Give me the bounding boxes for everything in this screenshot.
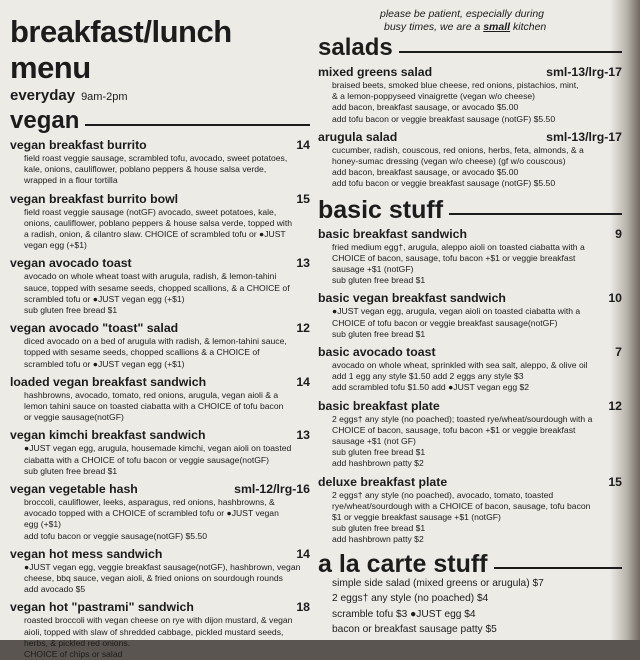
- description-line: rye/wheat/sourdough with a CHOICE of bacon, sausage, tofu bacon: [332, 500, 591, 511]
- alacarte-item: bacon or breakfast sausage patty $5: [332, 624, 497, 636]
- item-header: [318, 345, 622, 360]
- description-line: CHOICE of bacon, sausage, tofu bacon +$1 or veggie breakfast: [332, 424, 576, 435]
- item-name: basic avocado toast: [318, 345, 436, 360]
- item-name: mixed greens salad: [318, 65, 433, 79]
- item-header: [10, 321, 310, 336]
- description-line: add bacon, breakfast sausage, or avocado $5.00: [332, 167, 519, 178]
- salads-items: [318, 65, 622, 190]
- description-line: vegan egg (+$1): [24, 240, 87, 251]
- description-line: or veggie sausage(notGF): [24, 412, 124, 423]
- menu-item: [318, 475, 622, 546]
- item-name: basic vegan breakfast sandwich: [318, 291, 506, 306]
- item-header: [10, 256, 310, 271]
- item-price: 12: [296, 321, 310, 336]
- description-line: braised beets, smoked blue cheese, red onions, pistachios, mint,: [332, 80, 579, 90]
- item-name: loaded vegan breakfast sandwich: [10, 374, 207, 389]
- divider: [494, 567, 622, 569]
- alacarte-item: 2 eggs† any style (no poached) $4: [332, 593, 489, 605]
- item-name: vegan hot mess sandwich: [10, 546, 163, 561]
- menu-title: breakfast/lunch menu: [10, 14, 232, 85]
- item-price: sml-13/lrg-17: [546, 129, 622, 144]
- description-line: avocado on whole wheat toast with arugula, radish, & lemon-tahini: [24, 271, 277, 282]
- description-line: ●JUST vegan egg, veggie breakfast sausage(notGF), hashbrown, vegan: [24, 561, 301, 572]
- description-line: wrapped in a flour tortilla: [24, 175, 118, 186]
- item-description: [10, 497, 310, 542]
- item-header: [10, 138, 310, 153]
- hours: [10, 86, 310, 107]
- basic-heading: basic stuff: [318, 195, 444, 224]
- description-line: scrambled tofu or ●JUST vegan egg (+$1): [24, 358, 185, 369]
- item-price: 14: [296, 374, 310, 389]
- item-header: [10, 600, 310, 615]
- menu-item: [10, 375, 310, 424]
- note-line-1: please be patient, especially during: [380, 8, 545, 20]
- description-line: add scrambled tofu $1.50 add ●JUST vegan egg $2: [332, 382, 530, 393]
- menu-item: [318, 291, 622, 340]
- alacarte-items: [318, 576, 622, 638]
- description-line: add hashbrown patty $2: [332, 458, 424, 469]
- description-line: sausage +$1 (notGF): [332, 264, 414, 275]
- item-description: [318, 414, 622, 470]
- description-line: sub gluten free bread $1: [24, 305, 118, 316]
- menu-item: [10, 482, 310, 542]
- description-line: add bacon, breakfast sausage, or avocado $5.00: [332, 102, 519, 113]
- description-line: cucumber, radish, couscous, red onions, herbs, feta, almonds, & a: [332, 144, 584, 155]
- right-column: [318, 8, 622, 638]
- item-header: [318, 227, 622, 242]
- description-line: kale, onions, cauliflower, poblano peppers & house salsa verde,: [24, 164, 267, 175]
- menu-item: [10, 600, 310, 660]
- menu-item: [10, 428, 310, 477]
- description-line: sub gluten free bread $1: [332, 275, 426, 286]
- item-name: vegan hot "pastrami" sandwich: [10, 600, 194, 615]
- description-line: broccoli, cauliflower, leeks, asparagus, red onions, hashbrowns, &: [24, 497, 275, 508]
- item-description: [318, 490, 622, 546]
- item-header: [318, 291, 622, 306]
- note-text-end: kitchen: [513, 21, 547, 33]
- basic-section-header: [318, 195, 622, 224]
- description-line: lemon tahini sauce on toasted ciabatta with a CHOICE of tofu bacon: [24, 401, 284, 412]
- item-header: [10, 192, 310, 207]
- item-price: 13: [296, 428, 310, 443]
- divider: [449, 213, 622, 215]
- salads-section-header: [318, 36, 622, 60]
- description-line: sausage +$1 (not GF): [332, 436, 416, 447]
- item-description: [10, 336, 310, 370]
- menu-item: [318, 227, 622, 287]
- description-line: fried medium egg†, arugula, aleppo aioli on toasted ciabatta with a: [332, 241, 585, 252]
- description-line: honey-sumac dressing (vegan w/o cheese) (gf w/o couscous): [332, 156, 566, 167]
- item-header: [10, 547, 310, 562]
- item-name: vegan avocado toast: [10, 256, 132, 271]
- description-line: egg (+$1): [24, 519, 62, 530]
- description-line: sub gluten free bread $1: [332, 523, 426, 534]
- item-price: 10: [608, 291, 622, 306]
- description-line: CHOICE of chips or salad: [24, 649, 123, 660]
- description-line: field roast veggie sausage, scrambled tofu, avocado, sweet potatoes,: [24, 153, 288, 163]
- description-line: add tofu bacon or veggie breakfast sausage (notGF) $5.50: [332, 113, 556, 124]
- divider: [399, 51, 622, 53]
- item-description: [10, 207, 310, 252]
- item-header: [10, 375, 310, 390]
- item-price: sml-12/lrg-16: [234, 482, 310, 497]
- description-line: a radish, onion, & cilantro slaw. CHOICE of scrambled tofu or ●JUST: [24, 229, 286, 240]
- menu-item: [10, 192, 310, 252]
- item-description: [318, 242, 622, 287]
- item-price: 15: [608, 474, 622, 489]
- item-description: [10, 390, 310, 424]
- item-name: basic breakfast plate: [318, 398, 440, 413]
- alacarte-section-header: [318, 549, 622, 578]
- menu-item: [10, 256, 310, 316]
- description-line: add hashbrown patty $2: [332, 534, 424, 545]
- description-line: 2 eggs† any style (no poached), avocado, tomato, toasted: [332, 489, 554, 500]
- description-line: $1 or veggie breakfast sausage +$1 (notGF): [332, 512, 501, 523]
- description-line: sauce, topped with sesame seeds, chopped scallions, & a CHOICE of: [24, 282, 290, 293]
- item-description: [318, 360, 622, 394]
- item-price: sml-13/lrg-17: [546, 65, 622, 79]
- item-description: [10, 443, 310, 477]
- item-name: vegan kimchi breakfast sandwich: [10, 428, 206, 443]
- note-line-2: [380, 21, 622, 34]
- item-header: [318, 130, 622, 145]
- item-description: [10, 271, 310, 316]
- patience-note: [318, 8, 622, 34]
- vegan-items: [10, 138, 310, 660]
- menu-item: [10, 547, 310, 596]
- item-header: [10, 482, 310, 497]
- description-line: sub gluten free bread $1: [332, 447, 426, 458]
- menu-item: [318, 130, 622, 190]
- description-line: add 1 egg any style $1.50 add 2 eggs any style $3: [332, 371, 524, 382]
- description-line: roasted broccoli with vegan cheese on rye with dijon mustard, & vegan: [24, 615, 293, 626]
- menu-item: [318, 345, 622, 394]
- item-name: vegan avocado "toast" salad: [10, 321, 179, 336]
- item-description: [10, 562, 310, 596]
- description-line: ciabatta with a CHOICE of tofu bacon or veggie sausage(notGF): [24, 454, 270, 465]
- menu-item: [10, 138, 310, 187]
- description-line: cheese, bbq sauce, vegan aioli, & fried onions on sourdough rounds: [24, 573, 283, 584]
- note-emphasis: small: [483, 21, 511, 33]
- description-line: 2 eggs† any style (no poached); toasted rye/wheat/sourdough with a: [332, 413, 593, 424]
- menu-item: [10, 321, 310, 370]
- description-line: scrambled tofu or ●JUST vegan egg (+$1): [24, 293, 185, 304]
- item-description: [10, 153, 310, 187]
- description-line: add avocado $5: [24, 584, 86, 595]
- alacarte-heading: a la carte stuff: [318, 549, 488, 578]
- description-line: add tofu bacon or veggie breakfast sausage (notGF) $5.50: [332, 178, 556, 189]
- alacarte-item: scramble tofu $3 ●JUST egg $4: [332, 608, 476, 620]
- item-price: 18: [296, 600, 310, 615]
- hours-label: everyday: [10, 87, 76, 104]
- item-header: [10, 428, 310, 443]
- item-price: 13: [296, 256, 310, 271]
- description-line: ●JUST vegan egg, arugula, vegan aioli on toasted ciabatta with a: [332, 306, 581, 317]
- item-price: 14: [296, 546, 310, 561]
- item-price: 12: [608, 398, 622, 413]
- menu-item: [318, 65, 622, 125]
- description-line: onions, cauliflower, poblano peppers & house salsa verde, topped with: [24, 217, 293, 228]
- left-column: [10, 14, 310, 660]
- salads-heading: salads: [318, 34, 393, 61]
- description-line: topped with sesame seeds, chopped scallions & a CHOICE of: [24, 347, 260, 358]
- item-name: vegan vegetable hash: [10, 482, 138, 497]
- item-name: vegan breakfast burrito: [10, 138, 147, 152]
- alacarte-item: simple side salad (mixed greens or arugula) $7: [332, 577, 544, 589]
- item-header: [318, 65, 622, 80]
- description-line: sub gluten free bread $1: [24, 465, 118, 476]
- description-line: add tofu bacon or veggie sausage(notGF) $5.50: [24, 530, 207, 541]
- hours-time: 9am-2pm: [81, 91, 128, 103]
- vegan-section-header: [10, 109, 310, 133]
- description-line: avocado on whole wheat, sprinkled with sea salt, aleppo, & olive oil: [332, 360, 588, 371]
- item-description: [318, 80, 622, 125]
- item-description: [318, 306, 622, 340]
- description-line: herbs, & pickled red onions.: [24, 637, 131, 648]
- description-line: aioli, topped with slaw of shredded cabbage, pickled mustard seeds,: [24, 626, 284, 637]
- description-line: hashbrowns, avocado, tomato, red onions, arugula, vegan aioli & a: [24, 389, 279, 400]
- vegan-heading: vegan: [10, 107, 80, 134]
- item-name: basic breakfast sandwich: [318, 226, 467, 241]
- item-description: [318, 145, 622, 190]
- item-name: deluxe breakfast plate: [318, 474, 448, 489]
- description-line: CHOICE of tofu bacon or veggie breakfast sausage(notGF): [332, 317, 558, 328]
- item-name: vegan breakfast burrito bowl: [10, 191, 179, 206]
- menu-item: [318, 399, 622, 470]
- item-header: [318, 475, 622, 490]
- item-price: 14: [296, 138, 310, 152]
- item-header: [318, 399, 622, 414]
- description-line: & a lemon-poppyseed vinaigrette (vegan w/o cheese): [332, 91, 536, 102]
- divider: [85, 124, 310, 126]
- description-line: field roast veggie sausage (notGF) avocado, sweet potatoes, kale,: [24, 206, 277, 217]
- description-line: ●JUST vegan egg, arugula, housemade kimchi, vegan aioli on toasted: [24, 443, 292, 454]
- item-name: arugula salad: [318, 129, 398, 144]
- item-price: 7: [615, 345, 622, 360]
- description-line: CHOICE of bacon, sausage, tofu bacon +$1 or veggie breakfast: [332, 252, 576, 263]
- item-price: 9: [615, 226, 622, 241]
- description-line: diced avocado on a bed of arugula with radish, & lemon-tahini sauce,: [24, 336, 287, 347]
- item-description: [10, 615, 310, 660]
- note-text: busy times, we are a: [384, 21, 481, 33]
- description-line: sub gluten free bread $1: [332, 328, 426, 339]
- item-price: 15: [296, 191, 310, 206]
- basic-items: [318, 227, 622, 546]
- description-line: avocado topped with a CHOICE of scrambled tofu or ●JUST vegan: [24, 508, 279, 519]
